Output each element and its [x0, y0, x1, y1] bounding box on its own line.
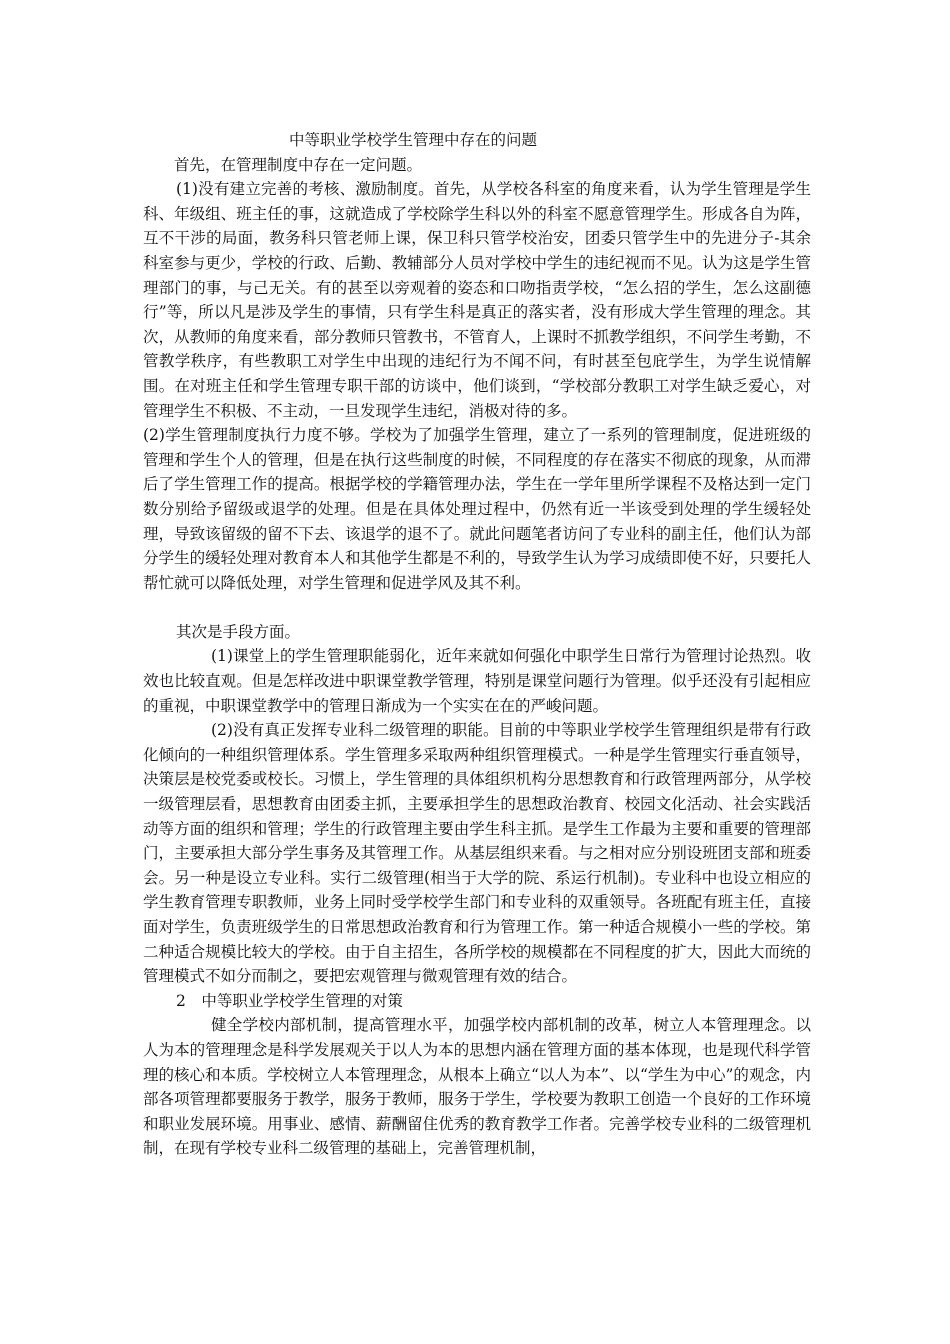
paragraph-enforcement: (2)学生管理制度执行力度不够。学校为了加强学生管理，建立了一系列的管理制度，促进班级的管理和学生个人的管理，但是在执行这些制度的时候，不同程度的存在落实不彻底的现象，从而滞后了学生管理工作的提高。根据学校的学籍管理办法，学生在一学年里所学课程不及格达到一定门数分别给予留级或退学的处理。但是在具体处理过程中，仍然有近一半该受到处理的学生缓轻处理，导致该留级的留不下去、该退学的退不了。就此问题笔者访问了专业科的副主任，他们认为部分学生的缓轻处理对教育本人和其他学生都是不利的，导致学生认为学习成绩即使不好，只要托人帮忙就可以降低处理，对学生管理和促进学风及其不利。: [143, 426, 811, 592]
paragraph-secondary-management: (2)没有真正发挥专业科二级管理的职能。目前的中等职业学校学生管理组织是带有行政化倾向的一种组织管理体系。学生管理多采取两种组织管理模式。一种是学生管理实行垂直领导，决策层是校党委或校长。习惯上，学生管理的具体组织机构分思想教育和行政管理两部分，从学校一级管理层看，思想教育由团委主抓，主要承担学生的思想政治教育、校园文化活动、社会实践活动等方面的组织和管理；学生的行政管理主要由学生科主抓。是学生工作最为主要和重要的管理部门，主要承担大部分学生事务及其管理工作。从基层组织来看。与之相对应分别设班团支部和班委会。另一种是设立专业科。实行二级管理(相当于大学的院、系运行机制)。专业科中也设立相应的学生教育管理专职教师，业务上同时受学校学生部门和专业科的双重领导。各班配有班主任，直接面对学生，负责班级学生的日常思想政治教育和行为管理工作。第一种适合规模小一些的学校。第二种适合规模比较大的学校。由于自主招生，各所学校的规模都在不同程度的扩大，因此大而统的管理模式不如分而制之，要把宏观管理与微观管理有效的结合。: [143, 721, 811, 986]
section-heading-methods: 其次是手段方面。: [176, 622, 301, 641]
document-body: [143, 128, 811, 1161]
paragraph-evaluation-incentive: (1)没有建立完善的考核、激励制度。首先，从学校各科室的角度来看，认为学生管理是学生科、年级组、班主任的事，这就造成了学校除学生科以外的科室不愿意管理学生。形成各自为阵，互不干涉的局面，教务科只管老师上课，保卫科只管学校治安，团委只管学生中的先进分子-其余科室参与更少，学校的行政、后勤、教辅部分人员对学校中学生的违纪视而不见。认为这是学生管理部门的事，与己无关。有的甚至以旁观着的姿态和口吻指责学校，“怎么招的学生，怎么这副德行”等，所以凡是涉及学生的事情，只有学生科是真正的落实者，没有形成大学生管理的理念。其次，从教师的角度来看，部分教师只管教书，不管育人，上课时不抓教学组织，不问学生考勤，不管教学秩序，有些教职工对学生中出现的违纪行为不闻不问，有时甚至包庇学生，为学生说情解围。在对班主任和学生管理专职干部的访谈中，他们谈到，“学校部分教职工对学生缺乏爱心，对管理学生不积极、不主动，一旦发现学生违纪，消极对待的多。: [143, 180, 811, 420]
paragraph-classroom-management: (1)课堂上的学生管理职能弱化，近年来就如何强化中职学生日常行为管理讨论热烈。收效也比较直观。但是怎样改进中职课堂教学管理，特别是课堂问题行为管理。似乎还没有引起相应的重视，中职课堂教学中的管理日渐成为一个实实在在的严峻问题。: [143, 647, 811, 715]
document-title: 中等职业学校学生管理中存在的问题: [289, 131, 538, 149]
section-heading-countermeasures: 2 中等职业学校学生管理的对策: [176, 991, 403, 1010]
paragraph-internal-mechanism: 健全学校内部机制，提高管理水平，加强学校内部机制的改革，树立人本管理理念。以人为本的管理理念是科学发展观关于以人为本的思想内涵在管理方面的基本体现，也是现代科学管理的核心和本质。学校树立人本管理理念，从根本上确立“以人为本”、以“学生为中心”的观念，内部各项管理都要服务于教学，服务于教师，服务于学生，学校要为教职工创造一个良好的工作环境和职业发展环境。用事业、感情、薪酬留住优秀的教育教学工作者。完善学校专业科的二级管理机制，在现有学校专业科二级管理的基础上，完善管理机制，: [143, 1016, 811, 1158]
section-heading-management-system: 首先，在管理制度中存在一定问题。: [174, 155, 423, 174]
blank-line: [143, 595, 811, 620]
